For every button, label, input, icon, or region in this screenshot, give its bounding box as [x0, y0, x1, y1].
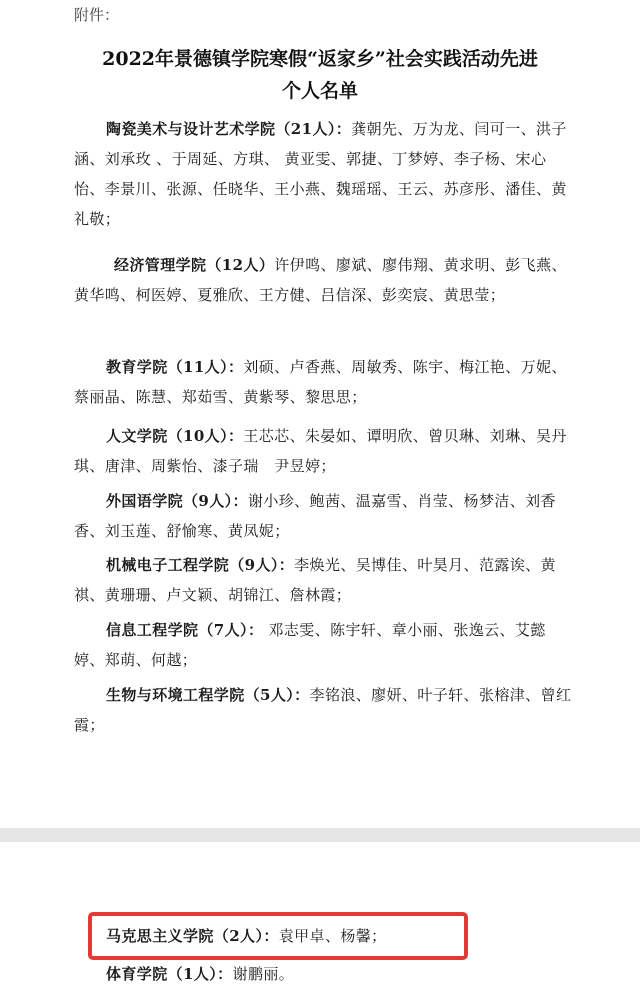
college-name: 体育学院（1人）：	[106, 965, 233, 983]
college-name: 外国语学院（9人）：	[106, 492, 248, 510]
section-ceramic-art	[74, 114, 574, 234]
student-names: 谢鹏丽。	[232, 965, 295, 983]
section-economics-management	[74, 250, 574, 310]
document-title-line-1: 2022年景德镇学院寒假“返家乡”社会实践活动先进	[102, 48, 538, 70]
college-name: 陶瓷美术与设计艺术学院（21人）：	[106, 120, 352, 138]
college-name: 马克思主义学院（2人）：	[106, 927, 279, 945]
student-names: 谢小珍、鲍茜、温嘉雪、肖莹、杨梦洁、刘香香、刘玉莲、舒愉寒、黄凤妮；	[74, 492, 556, 540]
section-information-engineering	[74, 615, 574, 675]
section-education	[74, 352, 574, 412]
college-name: 经济管理学院（12人）	[114, 256, 275, 274]
student-names: 许伊鸣、廖斌、廖伟翔、黄求明、彭飞燕、黄华鸣、柯医婷、夏雅欣、王方健、吕信深、彭奕宸、黄思莹；	[74, 256, 567, 304]
college-name: 信息工程学院（7人）：	[106, 621, 264, 639]
student-names: 王芯芯、朱晏如、谭明欣、曾贝琳、刘琳、吴丹琪、唐津、周紫怡、漆子瑞 尹昱婷；	[74, 427, 567, 475]
college-name: 生物与环境工程学院（5人）：	[106, 686, 310, 704]
attachment-label: 附件：	[74, 6, 120, 24]
section-foreign-languages	[74, 486, 574, 546]
section-marxism	[106, 925, 387, 946]
page-separator	[0, 828, 640, 842]
student-names: 刘硕、卢香燕、周敏秀、陈宇、梅江艳、万妮、蔡丽晶、陈慧、郑茹雪、黄紫琴、黎思思；	[74, 358, 567, 406]
section-biology-environment	[74, 680, 574, 740]
document-title-line-2: 个人名单	[281, 80, 358, 102]
college-name: 教育学院（11人）：	[106, 358, 244, 376]
student-names: 龚朝先、万为龙、闫可一、洪子涵、刘承玫 、于周延、方琪、 黄亚雯、郭捷、丁梦婷、李子杨、宋心怡、李景川、张源、任晓华、王小燕、魏瑶瑶、王云、苏彦彤、潘佳、黄礼敬；	[74, 120, 567, 228]
section-humanities	[74, 421, 574, 481]
college-name: 机械电子工程学院（9人）：	[106, 556, 295, 574]
student-names: 李焕光、吴博佳、叶昊月、范露诶、黄祺、黄珊珊、卢文颖、胡锦江、詹林霞；	[74, 556, 556, 604]
student-names: 袁甲卓、杨馨；	[278, 927, 387, 945]
student-names: 李铭浪、廖妍、叶子轩、张榕津、曾红霞；	[74, 686, 572, 734]
section-physical-education	[106, 962, 294, 994]
section-mechanical-electronic	[74, 550, 574, 610]
student-names: 邓志雯、陈宇轩、章小丽、张逸云、艾懿婷、郑萌、何越；	[74, 621, 546, 669]
college-name: 人文学院（10人）：	[106, 427, 244, 445]
